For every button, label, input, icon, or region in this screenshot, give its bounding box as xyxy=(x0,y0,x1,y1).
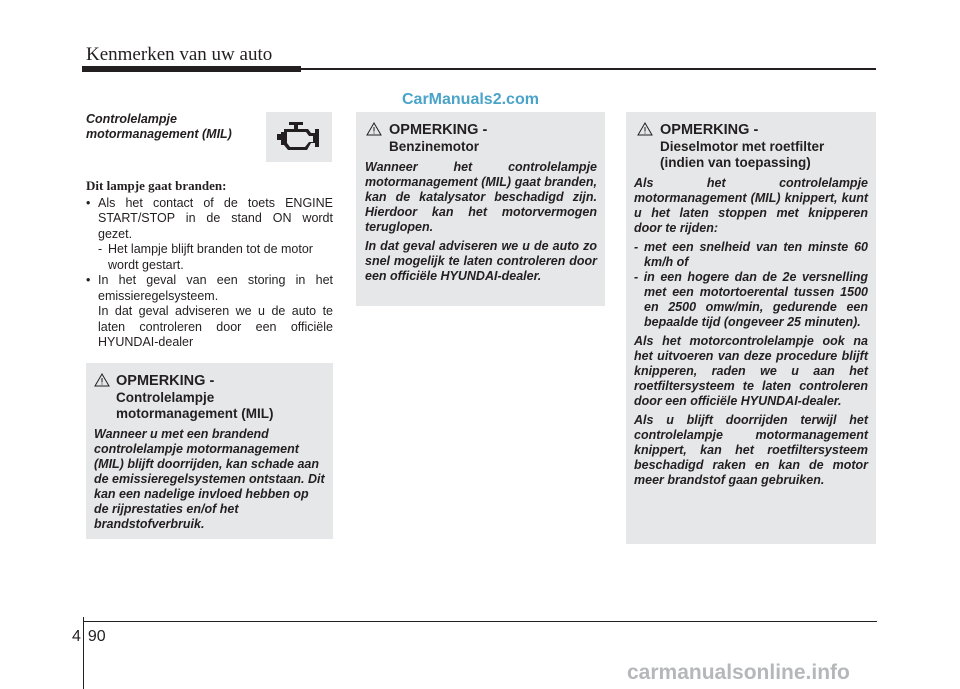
note-title: OPMERKING - xyxy=(389,122,488,138)
note-paragraph: Wanneer het controlelampje motormanagement (MIL) gaat branden, kan de katalysator beschadigd zijn. Hierdoor kan het motorvermogen teruglopen. xyxy=(365,160,597,234)
note-paragraph: In dat geval adviseren we u de auto zo snel mogelijk te laten controleren door een officiële HYUNDAI-dealer. xyxy=(365,239,597,283)
note-body xyxy=(365,160,597,284)
note-diesel xyxy=(626,112,876,544)
warning-triangle-icon xyxy=(94,373,110,387)
bullet-paragraph: In dat geval adviseren we u de auto te laten controleren door een officiële HYUNDAI-dealer xyxy=(98,304,333,349)
note-petrol xyxy=(356,112,605,306)
note-subtitle: Benzinemotor xyxy=(389,139,480,154)
warning-triangle-icon xyxy=(637,122,653,136)
lamp-on-subheading: Dit lampje gaat branden: xyxy=(86,178,227,193)
chapter-number: 4 xyxy=(72,628,81,645)
note-paragraph: Als u blijft doorrijden terwijl het controlelampje motormanagement knippert, kan het roetfiltersysteem beschadigd raken en kan de motor meer brandstof gaan gebruiken. xyxy=(634,413,868,487)
header-rule xyxy=(301,68,876,70)
note-subtitle-line1: Controlelampje xyxy=(116,390,215,405)
bullet-text: In het geval van een storing in het emissieregelsysteem. xyxy=(98,273,333,303)
warning-triangle-icon xyxy=(366,122,382,136)
header-bar xyxy=(82,66,301,72)
note-dash-item: - in een hogere dan de 2e versnelling met een motortoerental tussen 1500 en 2500 omw/min, gedurende een bepaalde tijd (ongeveer 25 minuten). xyxy=(634,270,868,329)
footer-horizontal-rule xyxy=(84,621,877,622)
note-title: OPMERKING - xyxy=(660,122,759,138)
note-title: OPMERKING - xyxy=(116,373,215,389)
dash-mark: - xyxy=(98,242,103,256)
watermark-bottom: carmanualsonline.info xyxy=(627,661,850,684)
watermark-top: CarManuals2.com xyxy=(402,91,539,108)
list-item xyxy=(86,273,333,304)
note-body xyxy=(94,427,325,532)
list-item xyxy=(86,196,333,243)
note-paragraph: Als het controlelampje motormanagement (MIL) knippert, kunt u het laten stoppen met knipperen door te rijden: xyxy=(634,176,868,235)
note-subtitle-line1: Dieselmotor met roetfilter xyxy=(660,139,825,154)
section-heading xyxy=(86,112,261,142)
engine-check-icon xyxy=(274,120,324,154)
engine-check-icon-box xyxy=(266,112,332,162)
note-paragraph: Wanneer u met een brandend controlelampje motormanagement (MIL) blijft doorrijden, kan schade aan de emissieregelsystemen ontstaan. Dit kan een nadelige invloed hebben op de rijprestaties en/of het brandstofverbruik. xyxy=(94,427,325,531)
bullet-text: Als het contact of de toets ENGINE START/STOP in de stand ON wordt gezet. xyxy=(98,195,333,241)
page-number xyxy=(72,628,106,646)
note-dash-item: - met een snelheid van ten minste 60 km/h of xyxy=(634,240,868,269)
section-heading-line2: motormanagement (MIL) xyxy=(86,127,232,141)
note-mil xyxy=(86,363,333,539)
note-subtitle-line2: (indien van toepassing) xyxy=(660,155,811,170)
bullet-dot: • xyxy=(86,195,91,210)
section-heading-line1: Controlelampje xyxy=(86,112,177,126)
main-text-column xyxy=(86,178,333,351)
list-subitem xyxy=(86,242,333,273)
note-subtitle-line2: motormanagement (MIL) xyxy=(116,406,274,421)
header-title: Kenmerken van uw auto xyxy=(86,44,273,65)
subitem-text: Het lampje blijft branden tot de motor wordt gestart. xyxy=(108,242,313,272)
bullet-dot: • xyxy=(86,273,91,287)
note-body xyxy=(634,176,868,488)
note-paragraph: Als het motorcontrolelampje ook na het uitvoeren van deze procedure blijft knipperen, raden we u aan het roetfiltersysteem te laten controleren door een officiële HYUNDAI-dealer. xyxy=(634,334,868,408)
page-number-value: 90 xyxy=(87,628,106,645)
